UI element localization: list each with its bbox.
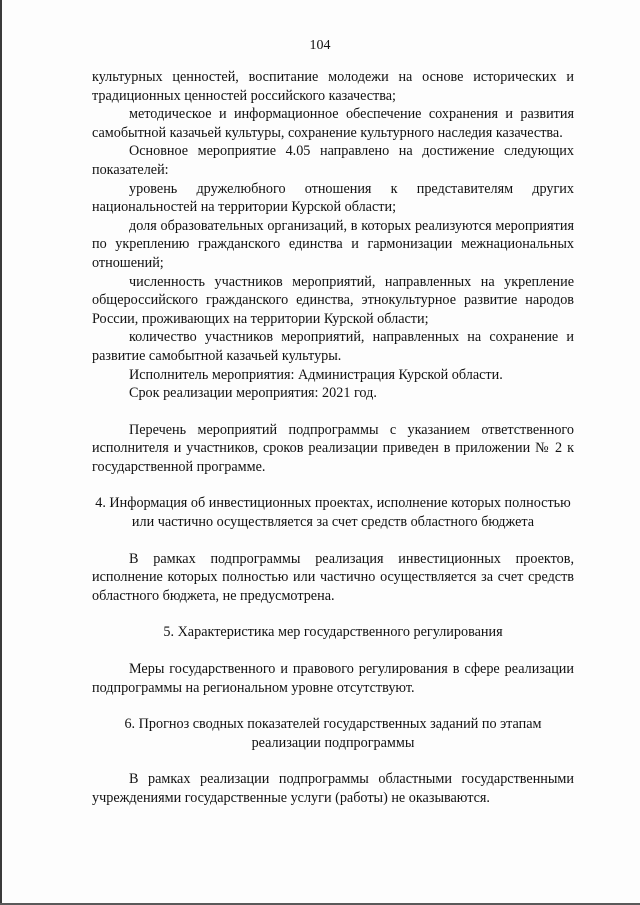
spacer	[92, 697, 574, 715]
spacer	[92, 752, 574, 770]
section-heading-6: 6. Прогноз сводных показателей государственных заданий по этапам реализации подпрограммы	[124, 716, 542, 751]
section-heading-4: 4. Информация об инвестиционных проектах, исполнение которых полностью или частично осуществляется за счет средств областного бюджета	[95, 495, 571, 531]
paragraph-indicator-participants-cossack: количество участников мероприятий, направленных на сохранение и развитие самобытной казачьей культуры.	[92, 329, 574, 364]
paragraph-methodical-support: методическое и информационное обеспечение сохранения и развития самобытной казачьей культуры, сохранение культурного наследия казачества.	[92, 106, 574, 141]
document-body	[92, 68, 574, 808]
paragraph-indicator-friendliness: уровень дружелюбного отношения к представителям других национальностей на территории Курской области;	[92, 180, 574, 216]
section-heading-5: 5. Характеристика мер государственного регулирования	[163, 624, 503, 641]
paragraph-deadline: Срок реализации мероприятия: 2021 год.	[129, 385, 377, 402]
paragraph-indicator-organizations: доля образовательных организаций, в которых реализуются мероприятия по укреплению гражданского единства и гармонизации межнациональных отношений;	[92, 217, 574, 271]
spacer	[92, 642, 574, 660]
spacer	[92, 403, 574, 421]
section-text-6: В рамках реализации подпрограммы областными государственными учреждениями государственные услуги (работы) не оказываются.	[92, 771, 574, 806]
section-text-4: В рамках подпрограммы реализация инвестиционных проектов, исполнение которых полностью или частично осуществляется за счет средств областного бюджета, не предусмотрена.	[92, 550, 574, 604]
paragraph-continuation: культурных ценностей, воспитание молодежи на основе исторических и традиционных ценностей российского казачества;	[92, 69, 574, 104]
paragraph-activity-list: Перечень мероприятий подпрограммы с указанием ответственного исполнителя и участников, сроков реализации приведен в приложении № 2 к государственной программе.	[92, 421, 574, 475]
spacer	[92, 532, 574, 550]
spacer	[92, 605, 574, 623]
spacer	[92, 476, 574, 494]
scan-edge-left	[0, 0, 2, 905]
paragraph-executor: Исполнитель мероприятия: Администрация Курской области.	[129, 366, 503, 383]
paragraph-indicator-participants-unity: численность участников мероприятий, направленных на укрепление общероссийского гражданского единства, этнокультурное развитие народов России, проживающих на территории Курской области;	[92, 273, 574, 327]
page-number: 104	[309, 38, 331, 53]
paragraph-main-activity: Основное мероприятие 4.05 направлено на достижение следующих показателей:	[92, 143, 574, 178]
section-text-5: Меры государственного и правового регулирования в сфере реализации подпрограммы на региональном уровне отсутствуют.	[92, 661, 574, 696]
